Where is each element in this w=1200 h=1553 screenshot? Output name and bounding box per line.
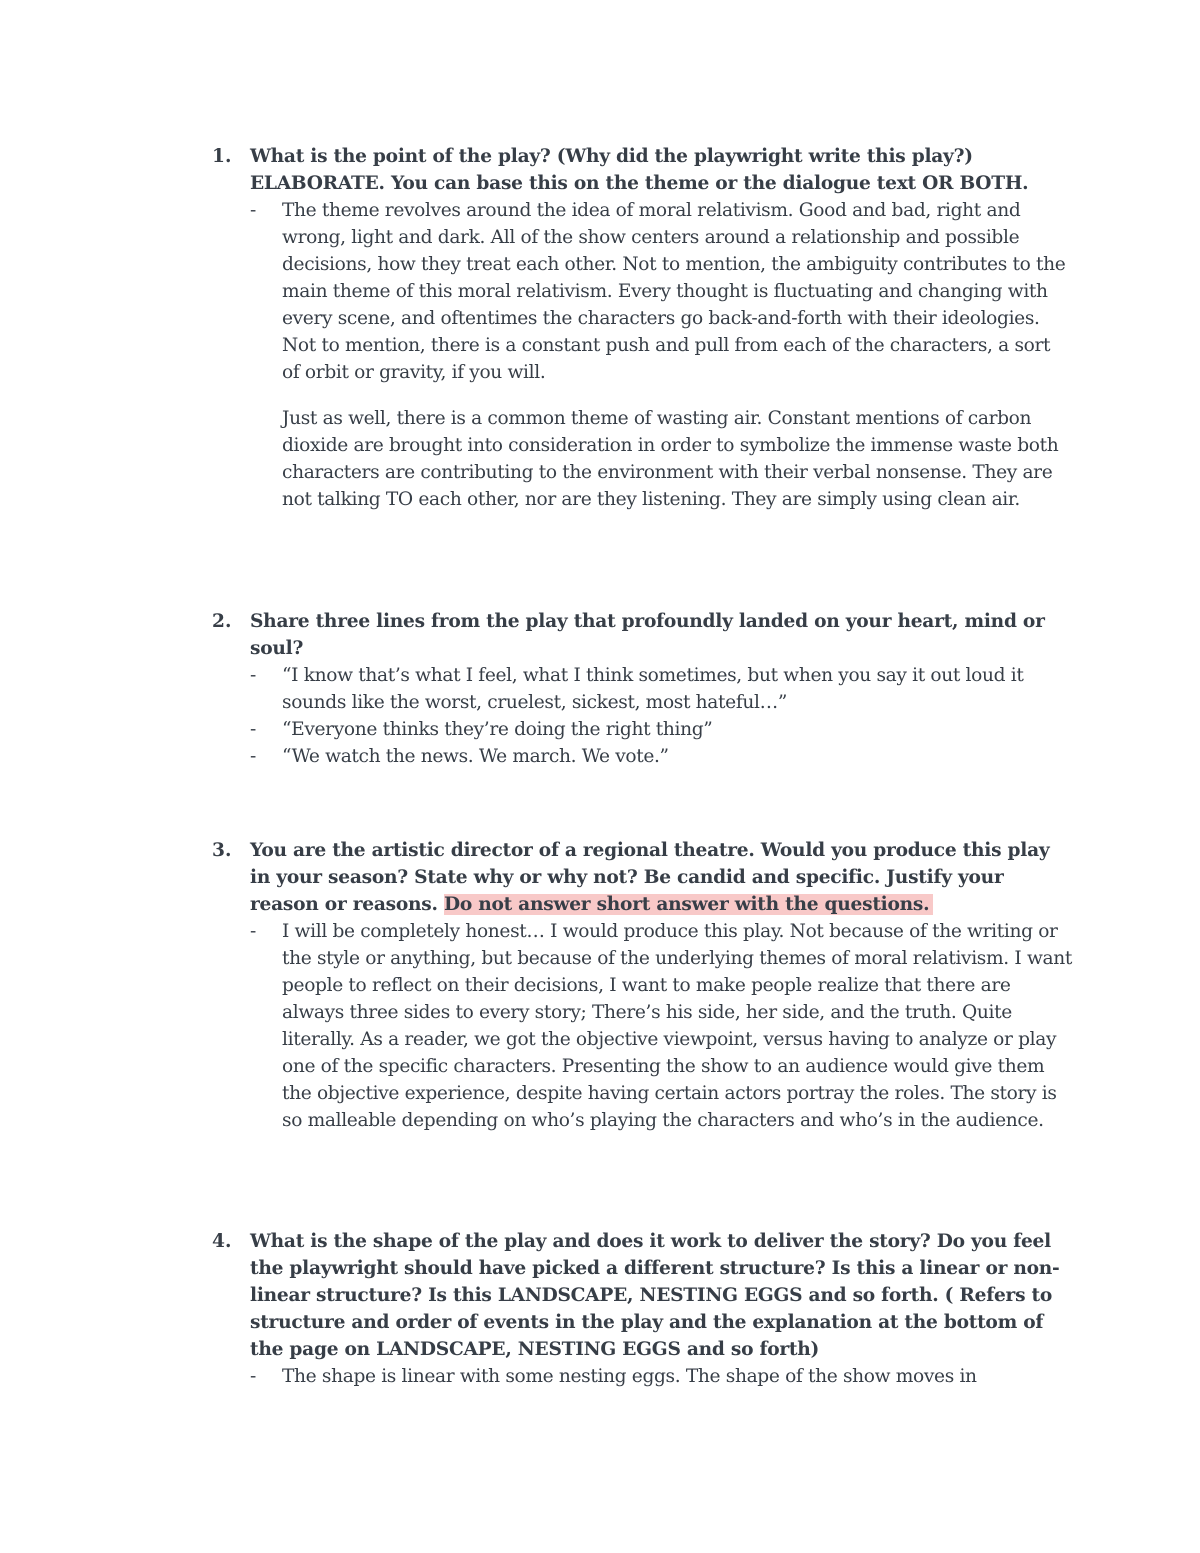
answer-item	[250, 662, 1072, 716]
bullet-dash: -	[250, 921, 257, 942]
answer-list	[250, 1363, 1072, 1390]
highlighted-instruction: Do not answer short answer with the questions.	[444, 894, 933, 915]
answer-item	[250, 918, 1072, 1134]
question-3	[212, 837, 1072, 1134]
bullet-dash: -	[250, 746, 257, 767]
answer-list	[250, 662, 1072, 770]
bullet-dash: -	[250, 200, 257, 221]
question-number: 1.	[212, 146, 232, 167]
answer-list	[250, 197, 1072, 513]
bullet-dash: -	[250, 1366, 257, 1387]
answer-text: I will be completely honest… I would produce this play. Not because of the writing or the style or anything, but because of the underlying themes of moral relativism. I want people to reflect on their decisions, I want to make people realize that there are always three sides to every story; There’s his side, her side, and the truth. Quite literally. As a reader, we got the objective viewpoint, versus having to analyze or play one of the specific characters. Presenting the show to an audience would give them the objective experience, despite having certain actors portray the roles. The story is so malleable depending on who’s playing the characters and who’s in the audience.	[282, 921, 1072, 1131]
question-3-heading	[212, 837, 1072, 918]
answer-text: “I know that’s what I feel, what I think sometimes, but when you say it out loud it sounds like the worst, cruelest, sickest, most hateful…”	[282, 665, 1024, 713]
question-4	[212, 1228, 1072, 1390]
question-text: Share three lines from the play that profoundly landed on your heart, mind or soul?	[250, 611, 1045, 659]
question-number: 4.	[212, 1231, 232, 1252]
question-text: What is the point of the play? (Why did the playwright write this play?) ELABORATE. You can base this on the theme or the dialogue text OR BOTH.	[250, 146, 1029, 194]
question-text: What is the shape of the play and does it work to deliver the story? Do you feel the playwright should have picked a different structure? Is this a linear or non-linear structure? Is this LANDSCAPE, NESTING EGGS and so forth. ( Refers to structure and order of events in the play and the explanation at the bottom of the page on LANDSCAPE, NESTING EGGS and so forth)	[250, 1231, 1060, 1360]
question-1	[212, 143, 1072, 513]
answer-item	[250, 716, 1072, 743]
answer-item	[250, 743, 1072, 770]
question-4-heading	[212, 1228, 1072, 1363]
answer-text: “Everyone thinks they’re doing the right thing”	[282, 719, 713, 740]
question-text-main: You are the artistic director of a regional theatre. Would you produce this play in your season? State why or why not? Be candid and specific. Justify your reason or reasons.	[250, 840, 1050, 915]
answer-item	[250, 197, 1072, 386]
bullet-dash: -	[250, 665, 257, 686]
question-2	[212, 608, 1072, 770]
question-text	[250, 837, 1072, 918]
question-2-heading	[212, 608, 1072, 662]
answer-text: The shape is linear with some nesting eggs. The shape of the show moves in	[282, 1366, 977, 1387]
answer-text: The theme revolves around the idea of moral relativism. Good and bad, right and wrong, light and dark. All of the show centers around a relationship and possible decisions, how they treat each other. Not to mention, the ambiguity contributes to the main theme of this moral relativism. Every thought is fluctuating and changing with every scene, and oftentimes the characters go back-and-forth with their ideologies. Not to mention, there is a constant push and pull from each of the characters, a sort of orbit or gravity, if you will.	[282, 200, 1066, 383]
answer-text: “We watch the news. We march. We vote.”	[282, 746, 669, 767]
answer-item	[250, 1363, 1072, 1390]
answer-list	[250, 918, 1072, 1134]
question-number: 2.	[212, 611, 232, 632]
question-1-heading	[212, 143, 1072, 197]
answer-continuation: Just as well, there is a common theme of wasting air. Constant mentions of carbon dioxide are brought into consideration in order to symbolize the immense waste both characters are contributing to the environment with their verbal nonsense. They are not talking TO each other, nor are they listening. They are simply using clean air.	[282, 408, 1059, 510]
bullet-dash: -	[250, 719, 257, 740]
question-number: 3.	[212, 840, 232, 861]
